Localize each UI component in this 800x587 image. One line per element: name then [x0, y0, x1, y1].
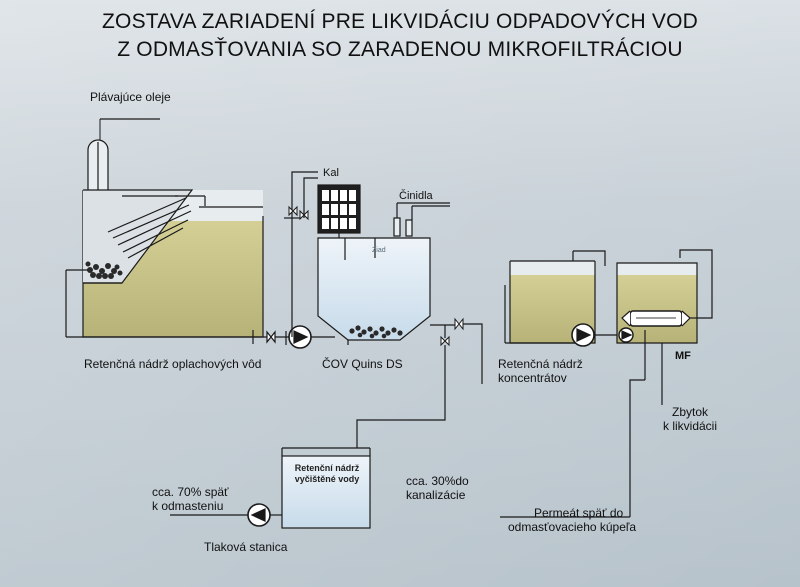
title-line-2: Z ODMASŤOVANIA SO ZARADENOU MIKROFILTRÁCIOU	[117, 38, 683, 61]
title-line-1: ZOSTAVA ZARIADENÍ PRE LIKVIDÁCIU ODPADOVÝCH VOD	[102, 10, 698, 33]
label-return-1: cca. 70% späť	[152, 485, 229, 499]
label-permeate-1: Permeát späť do	[534, 506, 624, 520]
label-return-2: k odmasteniu	[152, 499, 224, 513]
label-mf: MF	[675, 350, 691, 362]
label-pressure-station: Tlaková stanica	[204, 540, 288, 554]
label-residue-1: Zbytok	[671, 405, 708, 419]
label-retention-concentrate-2: koncentrátov	[498, 371, 567, 385]
label-sewer-2: kanalizácie	[406, 488, 466, 502]
label-cov: ČOV Quins DS	[322, 357, 403, 371]
pump-mf-icon	[619, 328, 633, 342]
label-retention-rinse: Retenčná nádrž oplachových vôd	[84, 357, 262, 371]
label-clean-tank-2: vyčištěné vody	[294, 474, 360, 484]
label-permeate-2: odmasťovacieho kúpeľa	[508, 520, 637, 534]
label-sewer-1: cca. 30%do	[406, 474, 469, 488]
label-oil: Plávajúce oleje	[90, 90, 171, 104]
tank-faint-text: Ziad	[372, 247, 386, 254]
retention-tank-rinse	[83, 190, 263, 337]
label-clean-tank-1: Retenční nádrž	[294, 463, 360, 473]
pump-concentrate-icon	[572, 324, 594, 346]
label-chemicals: Činidla	[399, 190, 433, 202]
label-sludge: Kal	[323, 167, 339, 179]
label-retention-concentrate-1: Retenčná nádrž	[498, 357, 583, 371]
label-residue-2: k likvidácii	[662, 419, 717, 433]
pump-pressure-station-icon	[248, 504, 270, 526]
